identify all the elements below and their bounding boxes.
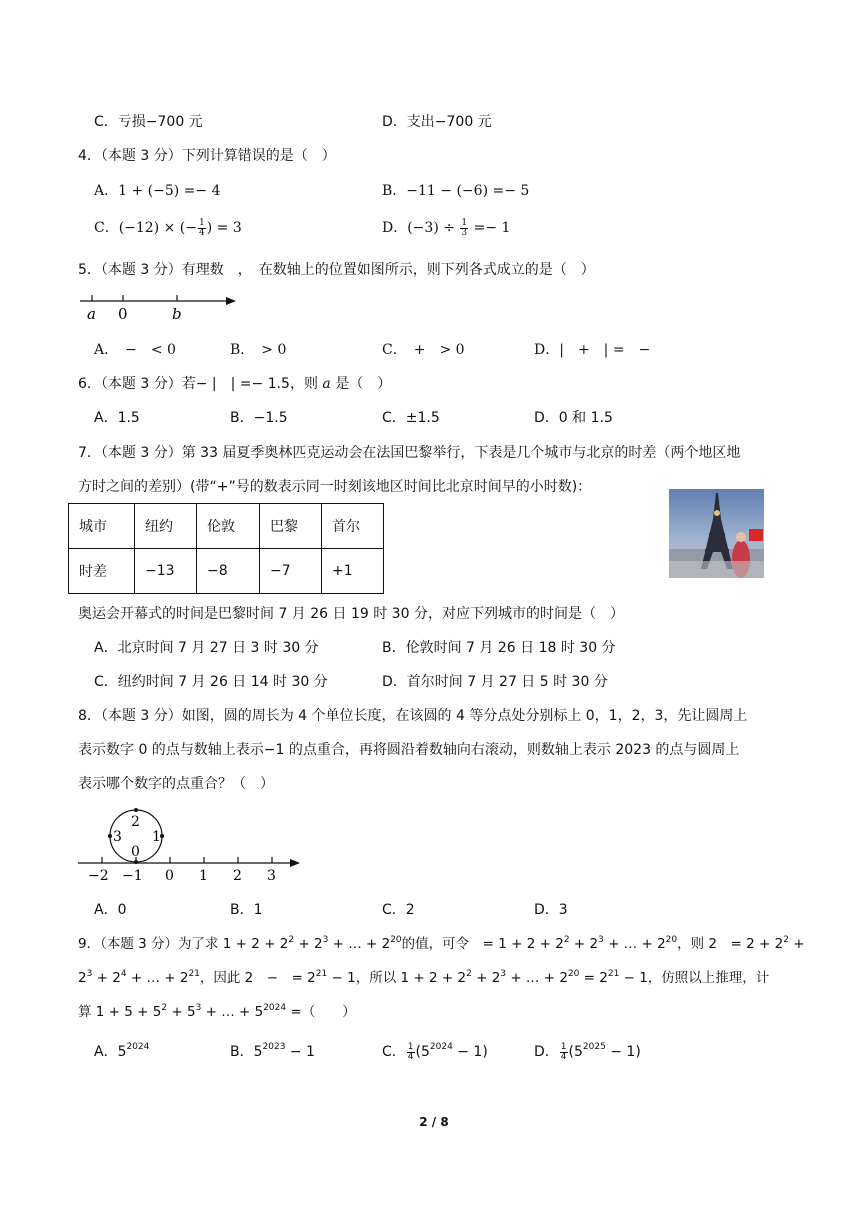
q7-stem-line1: 7．（本题 3 分）第 33 届夏季奥林匹克运动会在法国巴黎举行，下表是几个城市与北京的时差（两个地区地	[78, 445, 741, 461]
paris-eiffel-tower-photo	[669, 489, 764, 578]
q9-text: 的值，可令 = 1 + 2 + 2	[401, 936, 564, 952]
q4-option-b: B．−11 − (−6) =− 5	[382, 183, 530, 199]
q9-exp: 2	[466, 968, 472, 979]
q9-text: + … + 2	[506, 970, 568, 986]
q9-option-c	[382, 1042, 488, 1062]
q9-exp: 20	[665, 934, 678, 945]
circle-label-2: 2	[131, 814, 140, 830]
q9-text: + … + 2	[328, 936, 391, 952]
q7-stem-line3: 奥运会开幕式的时间是巴黎时间 7 月 26 日 19 时 30 分，对应下列城市的时间是（ ）	[78, 606, 624, 622]
q5-label-a: a	[87, 305, 96, 323]
q6-stem-post: 是（ ）	[330, 376, 392, 392]
q7-option-b: B．伦敦时间 7 月 26 日 18 时 30 分	[382, 640, 616, 656]
q9-stem-line3	[78, 1002, 356, 1022]
q9-d-text: D．	[534, 1044, 559, 1060]
q4-d-pre: D．(−3) ÷	[382, 220, 460, 236]
q4-c-den: 4	[199, 227, 205, 238]
q6-option-c: C．±1.5	[382, 410, 440, 426]
table-cell: 纽约	[135, 504, 197, 549]
table-cell: 巴黎	[260, 504, 322, 549]
q9-d-den: 4	[560, 1051, 567, 1062]
q9-option-d	[534, 1042, 641, 1062]
table-cell: 时差	[69, 549, 135, 594]
q8-axis-label: 2	[233, 868, 242, 884]
q4-d-num: 1	[461, 217, 468, 228]
eiffel-tower-image	[669, 489, 764, 578]
q9-text: 2	[78, 970, 87, 986]
q9-text: + … + 5	[201, 1004, 264, 1020]
q4-c-pre: C．(−12) × (−	[94, 220, 198, 236]
q9-text: = 2	[579, 970, 608, 986]
q9-text: − 1，所以 1 + 2 + 2	[327, 970, 467, 986]
q8-option-c: C．2	[382, 902, 415, 918]
q9-d-mid: (5	[568, 1044, 583, 1060]
q9-d-fraction	[560, 1043, 568, 1062]
q9-exp: 2024	[126, 1042, 150, 1053]
q5-option-c: C． + > 0	[382, 342, 465, 358]
q5-option-d: D．| + | = −	[534, 342, 665, 358]
q9-exp: 20	[567, 968, 580, 979]
q3-option-c: C．亏损−700 元	[94, 114, 203, 130]
q9-text: + … + 2	[603, 936, 666, 952]
q4-d-den: 3	[461, 227, 468, 238]
q9-option-b	[230, 1042, 315, 1062]
table-cell: +1	[322, 549, 384, 594]
q8-option-b: B．1	[230, 902, 263, 918]
q9-a-text: A．5	[94, 1044, 127, 1060]
q9-exp: 3	[86, 968, 93, 979]
q9-exp: 2	[783, 934, 789, 945]
q9-c-text: C．	[382, 1044, 406, 1060]
q9-exp: 2	[563, 934, 570, 945]
table-cell: −7	[260, 549, 322, 594]
q9-exp: 3	[195, 1002, 202, 1013]
q9-c-mid: (5	[415, 1044, 430, 1060]
circle-point-2	[134, 808, 138, 812]
q8-option-d: D．3	[534, 902, 568, 918]
q8-axis-label: −2	[88, 868, 109, 884]
q9-text: − 1，仿照以上推理，计	[619, 970, 770, 986]
q5-axis-arrow	[226, 297, 236, 305]
q9-d-num: 1	[560, 1041, 567, 1052]
q9-exp: 3	[598, 934, 604, 945]
q5-stem: 5．（本题 3 分）有理数 ， 在数轴上的位置如图所示，则下列各式成立的是（ ）	[78, 262, 595, 278]
q9-exp: 2024	[429, 1042, 453, 1053]
table-row	[69, 504, 384, 549]
table-cell: −13	[135, 549, 197, 594]
page-number: 2 / 8	[419, 1115, 449, 1129]
q7-time-difference-table	[68, 503, 384, 594]
q8-stem-line3: 表示哪个数字的点重合？（ ）	[78, 776, 274, 792]
q9-exp: 2024	[263, 1002, 287, 1013]
q4-d-post: =− 1	[469, 220, 511, 236]
q4-option-a: A．1 + (−5) =− 4	[94, 183, 221, 199]
q6-stem-var: a	[322, 376, 331, 392]
q8-stem-line2: 表示数字 0 的点与数轴上表示−1 的点重合，再将圆沿着数轴向右滚动，则数轴上表示 2023 的点与圆周上	[78, 742, 740, 758]
q9-b-post: − 1	[285, 1044, 315, 1060]
q6-stem-pre: 6．（本题 3 分）若− | | =− 1.5，则	[78, 376, 323, 392]
q9-stem-line1	[78, 934, 805, 954]
table-cell: 城市	[69, 504, 135, 549]
q9-text: + … + 2	[126, 970, 189, 986]
q9-c-num: 1	[407, 1041, 414, 1052]
q4-c-fraction	[198, 219, 206, 238]
q9-exp: 3	[322, 934, 329, 945]
table-cell: 伦敦	[197, 504, 260, 549]
q9-option-a	[94, 1042, 149, 1062]
q9-b-text: B．5	[230, 1044, 263, 1060]
q9-text: ，因此 2 − = 2	[199, 970, 316, 986]
q4-option-c	[94, 218, 242, 238]
q4-option-d	[382, 218, 510, 238]
q4-stem: 4．（本题 3 分）下列计算错误的是（ ）	[78, 148, 336, 164]
q8-axis-arrow	[290, 859, 300, 867]
q9-exp: 2	[288, 934, 295, 945]
q9-text: + 2	[294, 936, 323, 952]
q9-exp: 2025	[582, 1042, 606, 1053]
q9-text: +	[788, 936, 805, 952]
q7-option-c: C．纽约时间 7 月 26 日 14 时 30 分	[94, 674, 328, 690]
q4-d-fraction	[460, 219, 468, 238]
q6-option-a: A．1.5	[94, 410, 140, 426]
q9-text: =（ ）	[286, 1004, 356, 1020]
q6-stem	[78, 374, 391, 394]
q8-stem-line1: 8．（本题 3 分）如图，圆的周长为 4 个单位长度，在该圆的 4 等分点处分别标上 0，1，2，3，先让圆周上	[78, 708, 748, 724]
q5-label-0: 0	[118, 305, 128, 323]
table-cell: 首尔	[322, 504, 384, 549]
q9-exp: 4	[120, 968, 127, 979]
q9-text: 9．（本题 3 分）为了求 1 + 2 + 2	[78, 936, 289, 952]
circle-label-1: 1	[152, 829, 161, 845]
circle-label-3: 3	[113, 829, 122, 845]
q8-axis-label: 0	[165, 868, 174, 884]
q9-text: + 2	[92, 970, 121, 986]
q6-option-d: D．0 和 1.5	[534, 410, 613, 426]
q5-label-b: b	[172, 305, 182, 323]
q8-axis-label: 3	[267, 868, 276, 884]
q7-stem-line2: 方时之间的差别）(带“+”号的数表示同一时刻该地区时间比北京时间早的小时数)：	[78, 479, 592, 495]
circle-label-0: 0	[131, 844, 140, 860]
q9-text: + 2	[471, 970, 501, 986]
q8-option-a: A．0	[94, 902, 127, 918]
q6-option-b: B．−1.5	[230, 410, 288, 426]
q9-exp: 2023	[262, 1042, 286, 1053]
q7-option-d: D．首尔时间 7 月 27 日 5 时 30 分	[382, 674, 608, 690]
q5-option-a: A． − < 0	[94, 342, 176, 358]
table-cell: −8	[197, 549, 260, 594]
circle-point-3	[108, 834, 112, 838]
q8-axis-label: 1	[199, 868, 208, 884]
q9-c-fraction	[407, 1043, 415, 1062]
q4-c-num: 1	[199, 217, 205, 228]
q9-d-post: − 1)	[605, 1044, 641, 1060]
q9-exp: 21	[188, 968, 200, 979]
q8-axis-label: −1	[122, 868, 143, 884]
q9-exp: 3	[500, 968, 507, 979]
q9-exp: 20	[390, 934, 402, 945]
q9-text: + 5	[167, 1004, 196, 1020]
q8-circle-number-line	[76, 805, 306, 885]
q9-c-post: − 1)	[452, 1044, 488, 1060]
q7-option-a: A．北京时间 7 月 27 日 3 时 30 分	[94, 640, 319, 656]
q9-exp: 2	[161, 1002, 168, 1013]
q9-exp: 21	[607, 968, 620, 979]
q5-number-line	[78, 290, 248, 324]
q9-c-den: 4	[407, 1051, 414, 1062]
q9-text: + 2	[569, 936, 599, 952]
q9-exp: 21	[315, 968, 328, 979]
table-row	[69, 549, 384, 594]
q9-text: ，则 2 = 2 + 2	[677, 936, 784, 952]
q3-option-d: D．支出−700 元	[382, 114, 492, 130]
q5-option-b: B． > 0	[230, 342, 287, 358]
q4-c-post: ) = 3	[206, 220, 242, 236]
q9-stem-line2	[78, 968, 769, 988]
q9-text: 算 1 + 5 + 5	[78, 1004, 162, 1020]
